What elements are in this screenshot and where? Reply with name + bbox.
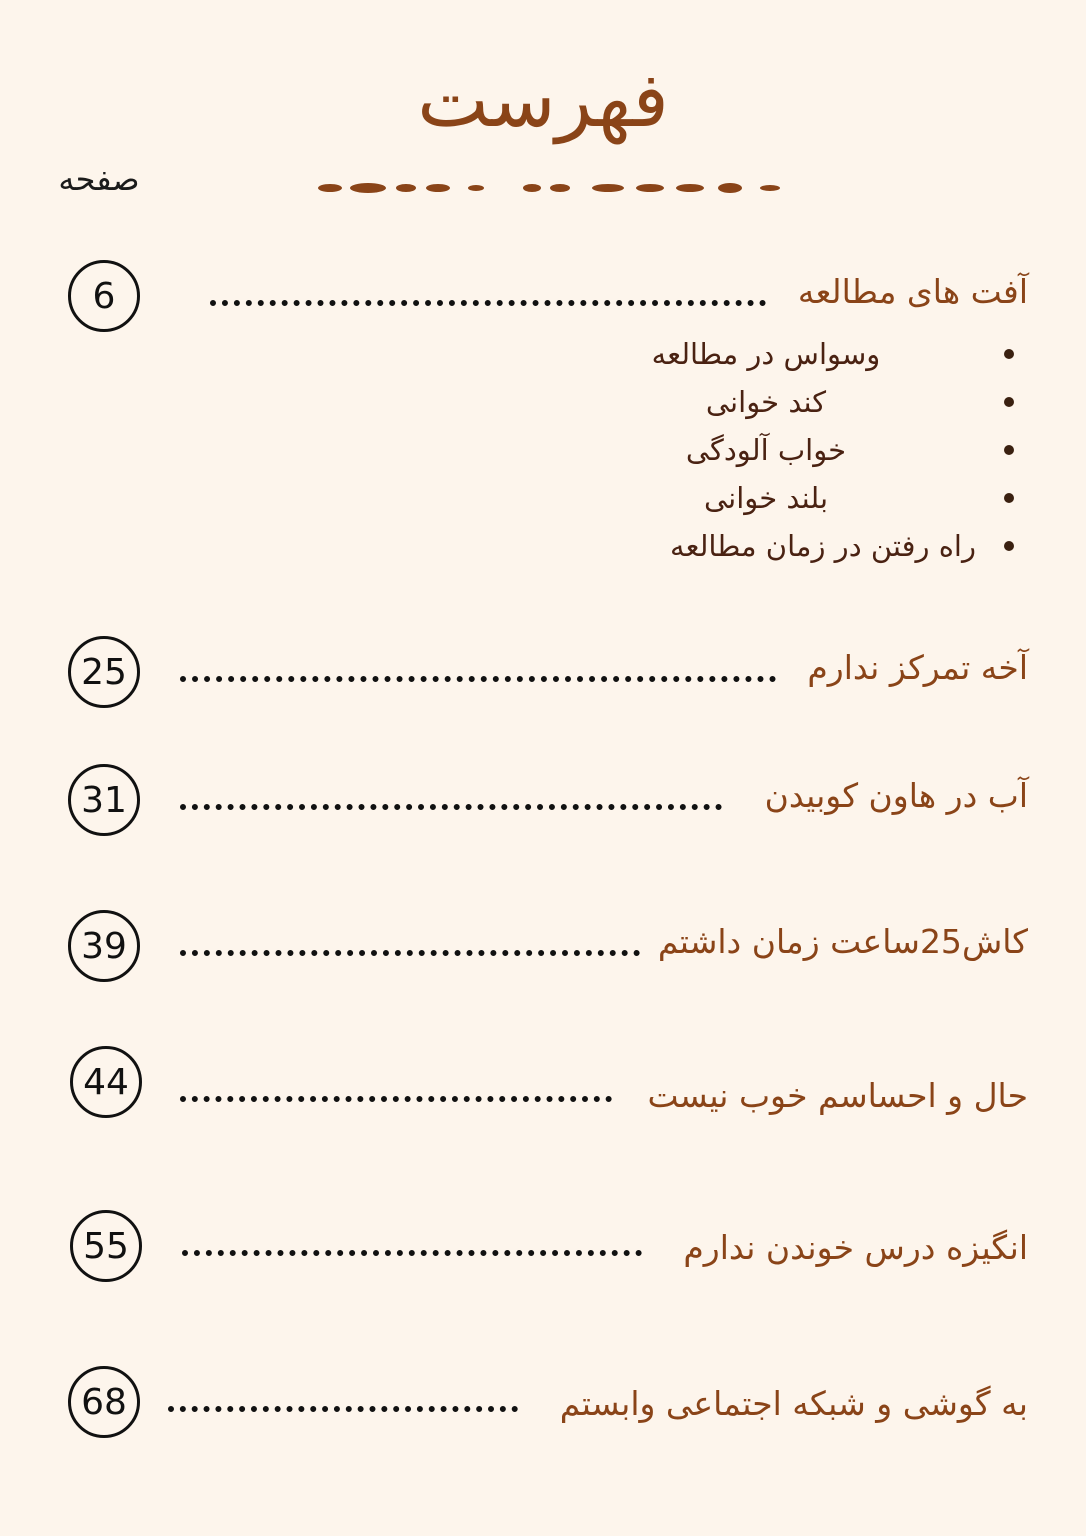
dot-leader (180, 676, 776, 682)
list-item: بلند خوانی (556, 474, 1016, 522)
page-column-label: صفحه (58, 160, 140, 198)
toc-entry-title: آفت های مطالعه (797, 272, 1028, 311)
toc-entry-title: حال و احساسم خوب نیست (647, 1076, 1028, 1115)
toc-entry-title: آب در هاون کوبیدن (764, 776, 1028, 815)
subitem-list (556, 330, 1016, 570)
dot-leader (168, 1406, 518, 1412)
page-number-badge: 44 (70, 1046, 142, 1118)
decorative-divider (318, 178, 786, 198)
page-number-badge: 68 (68, 1366, 140, 1438)
toc-entry-title: کاش25ساعت زمان داشتم (657, 922, 1028, 961)
list-item: خواب آلودگی (556, 426, 1016, 474)
toc-entry-title: به گوشی و شبکه اجتماعی وابستم (559, 1384, 1028, 1423)
dot-leader (210, 300, 766, 306)
dot-leader (180, 804, 722, 810)
dot-leader (182, 1250, 642, 1256)
toc-entry[interactable] (0, 1210, 1086, 1290)
page-number-badge: 6 (68, 260, 140, 332)
page-number-badge: 25 (68, 636, 140, 708)
toc-entry[interactable] (0, 1366, 1086, 1446)
dot-leader (180, 1096, 612, 1102)
page-number-badge: 31 (68, 764, 140, 836)
toc-entry[interactable] (0, 636, 1086, 716)
list-item: راه رفتن در زمان مطالعه (556, 522, 1016, 570)
page-number-badge: 39 (68, 910, 140, 982)
toc-entry[interactable] (0, 1046, 1086, 1126)
toc-entry-title: آخه تمرکز ندارم (807, 648, 1028, 687)
list-item: وسواس در مطالعه (556, 330, 1016, 378)
page-title: فهرست (417, 55, 669, 144)
toc-entry[interactable] (0, 910, 1086, 990)
toc-entry[interactable] (0, 764, 1086, 844)
toc-entry[interactable] (0, 260, 1086, 340)
toc-entry-title: انگیزه درس خوندن ندارم (683, 1228, 1028, 1267)
page-number-badge: 55 (70, 1210, 142, 1282)
list-item: کند خوانی (556, 378, 1016, 426)
dot-leader (180, 950, 640, 956)
